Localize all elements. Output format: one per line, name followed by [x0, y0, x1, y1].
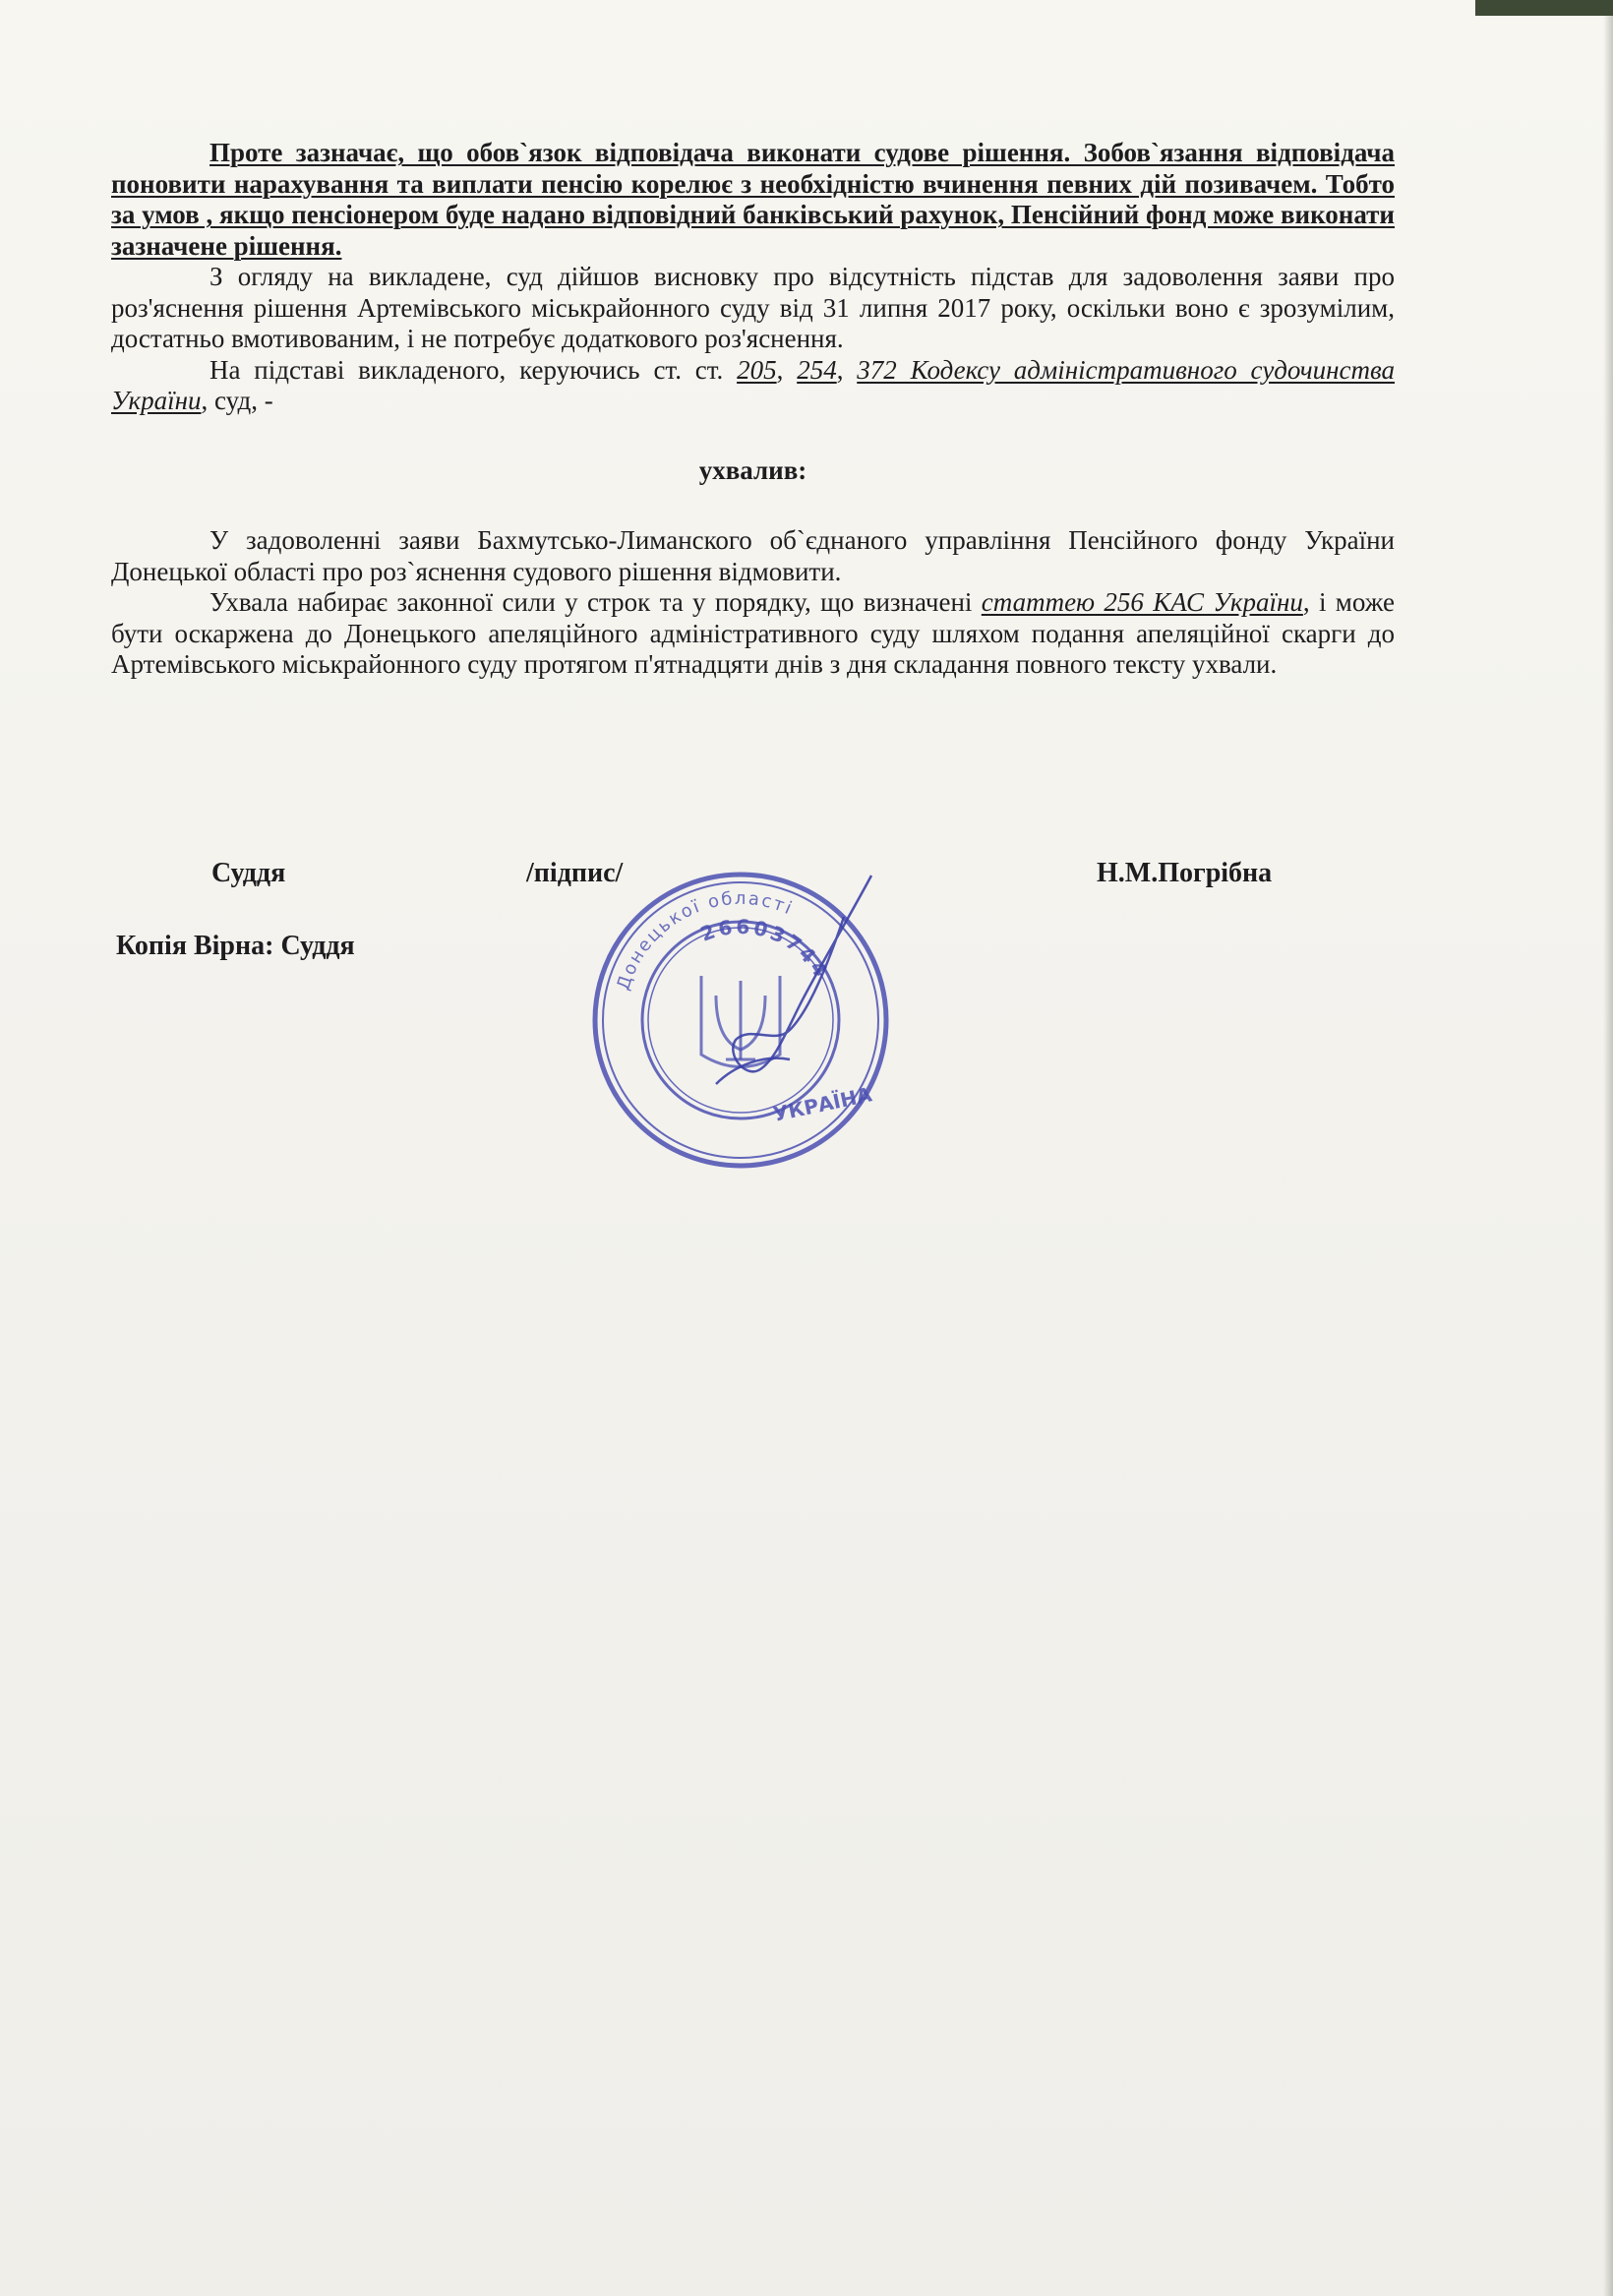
article-link-205[interactable]: 205: [737, 354, 777, 385]
ruling-heading: ухвалив:: [698, 454, 807, 485]
legal-basis-text: На підставі викладеного, керуючись ст. ст.: [209, 354, 738, 385]
stamp-code-text: 26603744: [697, 914, 834, 984]
court-seal-stamp: [578, 858, 903, 1182]
paragraph-bold-underlined: Проте зазначає, що обов`язок відповідача виконати судове рішення. Зобов`язання відповідача поновити нарахування та виплати пенсію корелює з необхідністю вчинення певних дій позивачем. Тобто за умов , якщо пенсіонером буде надано відповідний банківський рахунок, Пенсійний фонд може виконати зазначене рішення.: [111, 138, 1395, 261]
appeal-text: Ухвала набирає законної сили у строк та у порядку, що визначені: [209, 587, 982, 617]
scan-corner-background: [1475, 0, 1613, 16]
judge-name: Н.М.Погрібна: [1097, 858, 1273, 888]
paragraph-legal-basis: [111, 355, 1395, 417]
judge-role: Суддя: [211, 858, 286, 888]
paragraph-decision: У задоволенні заяви Бахмутсько-Лиманского об`єднаного управління Пенсійного фонду України Донецької області про роз`яснення судового рішення відмовити.: [111, 525, 1395, 586]
appeal-tail: , і може бути оскаржена до Донецького апеляційного адміністративного суду шляхом подання апеляційної скарги до Артемівського міськрайонного суду протягом п'ятнадцяти днів з дня складання повного тексту ухвали.: [111, 587, 1396, 679]
stamp-ring-text: Донецької області: [613, 887, 797, 994]
separator: ,: [836, 354, 858, 385]
separator: ,: [776, 354, 798, 385]
page-edge-shadow: [1603, 0, 1613, 2296]
paragraph-appeal: [111, 587, 1395, 681]
article-link-256-kas[interactable]: статтею 256 КАС України: [981, 587, 1303, 617]
copy-certification: Копія Вірна: Суддя: [116, 931, 355, 961]
signed-mark: /підпис/: [526, 858, 624, 888]
stamp-country-text: УКРАЇНА: [771, 1082, 874, 1126]
paragraph-conclusion: З огляду на викладене, суд дійшов висновку про відсутність підстав для задоволення заяви про роз'яснення рішення Артемівського міськрайонного суду від 31 липня 2017 року, оскільки воно є зрозумілим, достатньо вмотивованим, і не потребує додаткового роз'яснення.: [111, 262, 1395, 353]
article-link-254[interactable]: 254: [797, 354, 837, 385]
article-link-372-code[interactable]: 372 Кодексу адміністративного судочинства України: [111, 354, 1396, 415]
trident-emblem-icon: [701, 976, 780, 1067]
legal-basis-tail: , суд, -: [201, 386, 273, 415]
document-body: [111, 138, 1395, 681]
